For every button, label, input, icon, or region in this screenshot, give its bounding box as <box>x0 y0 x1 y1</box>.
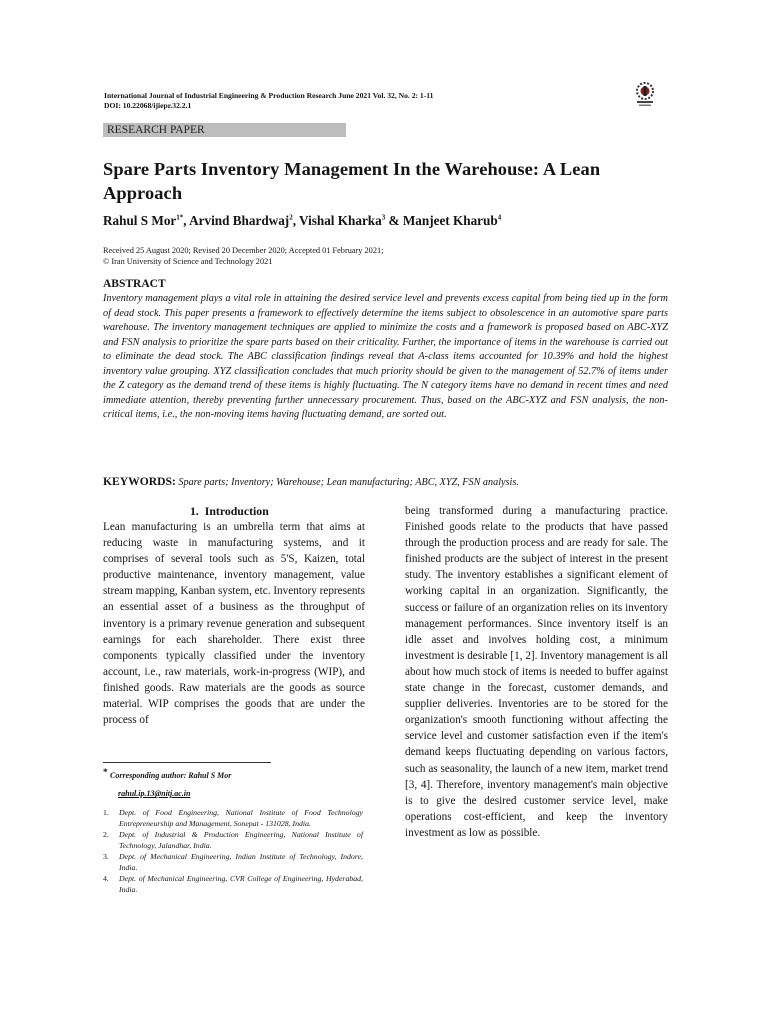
copyright: © Iran University of Science and Technology 2021 <box>103 256 273 266</box>
keywords-label: KEYWORDS: <box>103 475 176 488</box>
introduction-left-column: Lean manufacturing is an umbrella term that aims at reducing waste in manufacturing systems, and it comprises of several tools such as 5'S, Kaizen, total productive maintenance, inventory management, value stream mapping, Kanban system, etc. Inventory represents an essential asset of a business as the throughput of inventory is a primary revenue generation and subsequent earnings for each shareholder. There exist three components typically classified under the inventory account, i.e., raw materials, work-in-progress (WIP), and finished goods. Raw materials are the goods as source material. WIP comprises the goods that are under the process of <box>103 521 365 727</box>
email-link[interactable]: rahul.ip.13@nitj.ac.in <box>118 789 191 798</box>
author: Arvind Bhardwaj$^2$, <box>189 213 300 228</box>
introduction-heading: 1. Introduction <box>190 504 269 518</box>
introduction-right-column: being transformed during a manufacturing practice. Finished goods relate to the products that have passed through the production process and are ready for sale. The finished products are the subject of interest in the present study. The inventory establishes a significant element of working capital in an organization. Significantly, the success or failure of an organization relies on its inventory management performances. Since inventory itself is an idle asset and involves holding cost, a minimum investment is desirable [1, 2]. Inventory management is all about how much stock of items is needed to buffer against state change in the forecast, customer demands, and supplier deliveries. Inventories are to be stored for the organization's smooth functioning without affecting the service level and customer satisfaction even if the item's demand keeps fluctuating depending on various factors, such as seasonality, the launch of a new item, market trend [3, 4]. Therefore, inventory management's main objective is to give the desired customer service level, make operations cost-efficient, and keep the inventory investment as low as possible. <box>405 505 668 839</box>
abstract-text: Inventory management plays a vital role in attaining the desired service level and prevents excess capital from being tied up in the form of dead stock. This paper presents a framework to effectively determine the items subject to obsolescence in an automotive spare parts warehouse. The inventory management techniques are applied to minimize the costs and a framework is proposed based on ABC-XYZ and FSN analysis to prioritize the spare parts based on their criticality. Further, the importance of items in the warehouse is carried out to eliminate the dead stock. The ABC classification findings reveal that A-class items accounted for 10.39% and hold the highest inventory value grouping. XYZ classification concludes that much priority should be given to the management of 52.7% of items under the Z category as the demand trend of these items is highly fluctuating. The N category items have no demand in recent times and need immediate attention, thereby preventing further unnecessary procurement. Thus, based on the ABC-XYZ and FSN analysis, the non-critical items, i.e., the non-moving items having fluctuating demand, are sorted out. <box>103 293 668 420</box>
journal-citation: International Journal of Industrial Engineering & Production Research June 2021 Vol. 32, No. 2: 1-11 <box>104 91 434 100</box>
author-list <box>103 213 501 229</box>
affiliation-item: 2. Dept. of Industrial & Production Engineering, National Institute of Technology, Jalandhar, India. <box>103 830 363 850</box>
dates-block <box>103 246 383 267</box>
journal-logo-icon <box>632 80 658 108</box>
keywords-text: Spare parts; Inventory; Warehouse; Lean manufacturing; ABC, XYZ, FSN analysis. <box>178 477 519 488</box>
affiliation-item: 4. Dept. of Mechanical Engineering, CVR College of Engineering, Hyderabad, India. <box>103 874 363 894</box>
section-label: RESEARCH PAPER <box>107 124 205 136</box>
footnote-star: * <box>103 767 108 777</box>
paper-title: Spare Parts Inventory Management In the Warehouse: A Lean Approach <box>103 159 601 203</box>
section-band <box>103 123 346 137</box>
abstract-heading: ABSTRACT <box>103 278 166 290</box>
keywords <box>103 475 519 488</box>
received-dates: Received 25 August 2020; Revised 20 December 2020; Accepted 01 February 2021; <box>103 246 384 255</box>
affiliation-item: 1. Dept. of Food Engineering, National Institute of Food Technology Entrepreneurship and Management, Sonepat - 131028, India. <box>103 808 363 828</box>
doi: DOI: 10.22068/ijiepr.32.2.1 <box>104 101 192 110</box>
author: Manjeet Kharub$^4$ <box>402 213 502 228</box>
footnote-divider <box>103 762 271 763</box>
affiliation-list <box>103 808 363 896</box>
corresponding-author <box>103 767 232 782</box>
author: Rahul S Mor$^{1*}$, <box>103 213 190 228</box>
corresponding-author-text: Corresponding author: Rahul S Mor <box>110 771 232 780</box>
affiliation-item: 3. Dept. of Mechanical Engineering, Indian Institute of Technology, Indore, India. <box>103 852 363 872</box>
journal-header <box>104 91 433 111</box>
author: Vishal Kharka$^3$ & <box>299 213 403 228</box>
